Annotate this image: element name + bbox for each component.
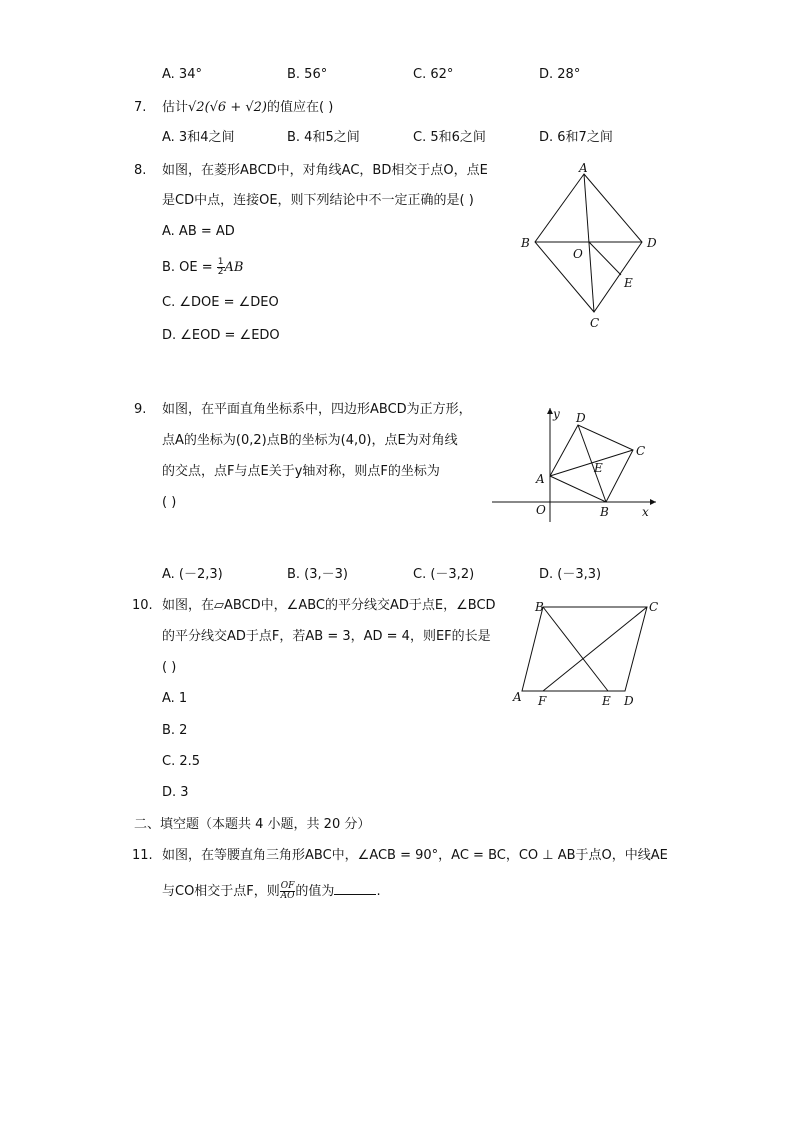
- q10-stem-line1: 如图，在▱ABCD中，∠ABC的平分线交AD于点E，∠BCD: [162, 598, 496, 613]
- q8-segment-oe: [589, 242, 621, 275]
- q8-label-o: O: [573, 247, 583, 261]
- q9-number: 9.: [134, 402, 147, 417]
- q10-option-c: C. 2.5: [162, 754, 201, 769]
- q6-option-a: A. 34°: [162, 67, 202, 82]
- q8-label-d: D: [647, 236, 657, 250]
- q7-expression: √2(√6 + √2): [188, 100, 267, 115]
- q10-label-f: F: [538, 694, 547, 708]
- q8-rhombus-figure: [510, 160, 680, 330]
- q11-fraction: $\frac{OF}{AO}$: [280, 881, 295, 901]
- q10-stem-line2: 的平分线交AD于点F，若AB = 3，AD = 4，则EF的长是: [162, 629, 491, 644]
- q9-stem-line3: 的交点，点F与点E关于y轴对称，则点F的坐标为: [162, 464, 440, 479]
- q6-option-b: B. 56°: [287, 67, 328, 82]
- q8-option-d: D. ∠EOD = ∠EDO: [162, 328, 280, 343]
- q8-label-a: A: [579, 161, 588, 175]
- q9-label-y: y: [553, 407, 560, 421]
- q9-option-d: D. (－3,3): [539, 567, 602, 582]
- q8-option-a: A. AB = AD: [162, 224, 235, 239]
- q8-label-c: C: [590, 316, 600, 330]
- q11-line2-suffix: 的值为: [295, 884, 335, 899]
- q9-option-a: A. (－2,3): [162, 567, 223, 582]
- q6-option-c: C. 62°: [413, 67, 454, 82]
- q11-stem-line1: 如图，在等腰直角三角形ABC中，∠ACB = 90°，AC = BC，CO ⊥ AB于点O，中线AE: [162, 848, 668, 863]
- q10-label-b: B: [535, 600, 544, 614]
- q8-stem-line1: 如图，在菱形ABCD中，对角线AC，BD相交于点O，点E: [162, 163, 488, 178]
- q6-option-d: D. 28°: [539, 67, 581, 82]
- q8-label-e: E: [624, 276, 633, 290]
- q10-label-d: D: [624, 694, 634, 708]
- q7-option-d: D. 6和7之间: [539, 130, 613, 145]
- q8-option-b-prefix: B. OE =: [162, 260, 217, 275]
- q8-number: 8.: [134, 163, 147, 178]
- q9-stem-line2: 点A的坐标为(0,2)点B的坐标为(4,0)，点E为对角线: [162, 433, 458, 448]
- q9-label-b: B: [600, 505, 609, 519]
- q9-label-e: E: [594, 461, 603, 475]
- section-2-title: 二、填空题（本题共 4 小题，共 20 分）: [134, 817, 371, 832]
- q8-diagonal-ac: [584, 174, 594, 312]
- q9-coordinate-figure: [488, 400, 668, 525]
- q10-parallelogram: [522, 607, 647, 691]
- q7-stem: [162, 99, 333, 117]
- q11-stem-line2: [162, 882, 381, 901]
- q10-stem-line3: ( ): [162, 660, 177, 675]
- q8-option-b-tail: AB: [224, 260, 244, 275]
- q9-label-a: A: [536, 472, 545, 486]
- q9-label-x: x: [642, 505, 649, 519]
- q7-option-c: C. 5和6之间: [413, 130, 486, 145]
- q7-stem-prefix: 估计: [162, 100, 189, 115]
- q8-option-c: C. ∠DOE = ∠DEO: [162, 295, 279, 310]
- q9-label-o: O: [536, 503, 546, 517]
- q11-line2-end: .: [376, 884, 381, 899]
- q10-option-a: A. 1: [162, 691, 188, 706]
- q10-bisector-be: [543, 607, 608, 691]
- q9-option-b: B. (3,－3): [287, 567, 349, 582]
- q8-option-b: [162, 258, 243, 277]
- q7-number: 7.: [134, 100, 147, 115]
- q10-option-d: D. 3: [162, 785, 189, 800]
- q7-stem-suffix: 的值应在( ): [266, 100, 334, 115]
- q10-number: 10.: [132, 598, 153, 613]
- q10-parallelogram-figure: [505, 595, 670, 713]
- q10-label-e: E: [602, 694, 611, 708]
- q10-label-c: C: [649, 600, 659, 614]
- q7-option-a: A. 3和4之间: [162, 130, 235, 145]
- q10-bisector-cf: [543, 607, 647, 691]
- q9-label-d: D: [576, 411, 586, 425]
- q11-number: 11.: [132, 848, 153, 863]
- q7-option-b: B. 4和5之间: [287, 130, 360, 145]
- q9-label-c: C: [636, 444, 646, 458]
- q8-label-b: B: [521, 236, 530, 250]
- q9-stem-line1: 如图，在平面直角坐标系中，四边形ABCD为正方形，: [162, 402, 472, 417]
- q9-option-c: C. (－3,2): [413, 567, 475, 582]
- q10-label-a: A: [513, 690, 522, 704]
- q8-option-b-fraction: $\frac{1}{2}$: [217, 257, 224, 277]
- q8-stem-line2: 是CD中点，连接OE，则下列结论中不一定正确的是( ): [162, 193, 474, 208]
- q11-answer-blank[interactable]: [334, 882, 376, 895]
- q11-line2-prefix: 与CO相交于点F，则: [162, 884, 280, 899]
- q10-option-b: B. 2: [162, 723, 188, 738]
- q9-stem-line4: ( ): [162, 495, 177, 510]
